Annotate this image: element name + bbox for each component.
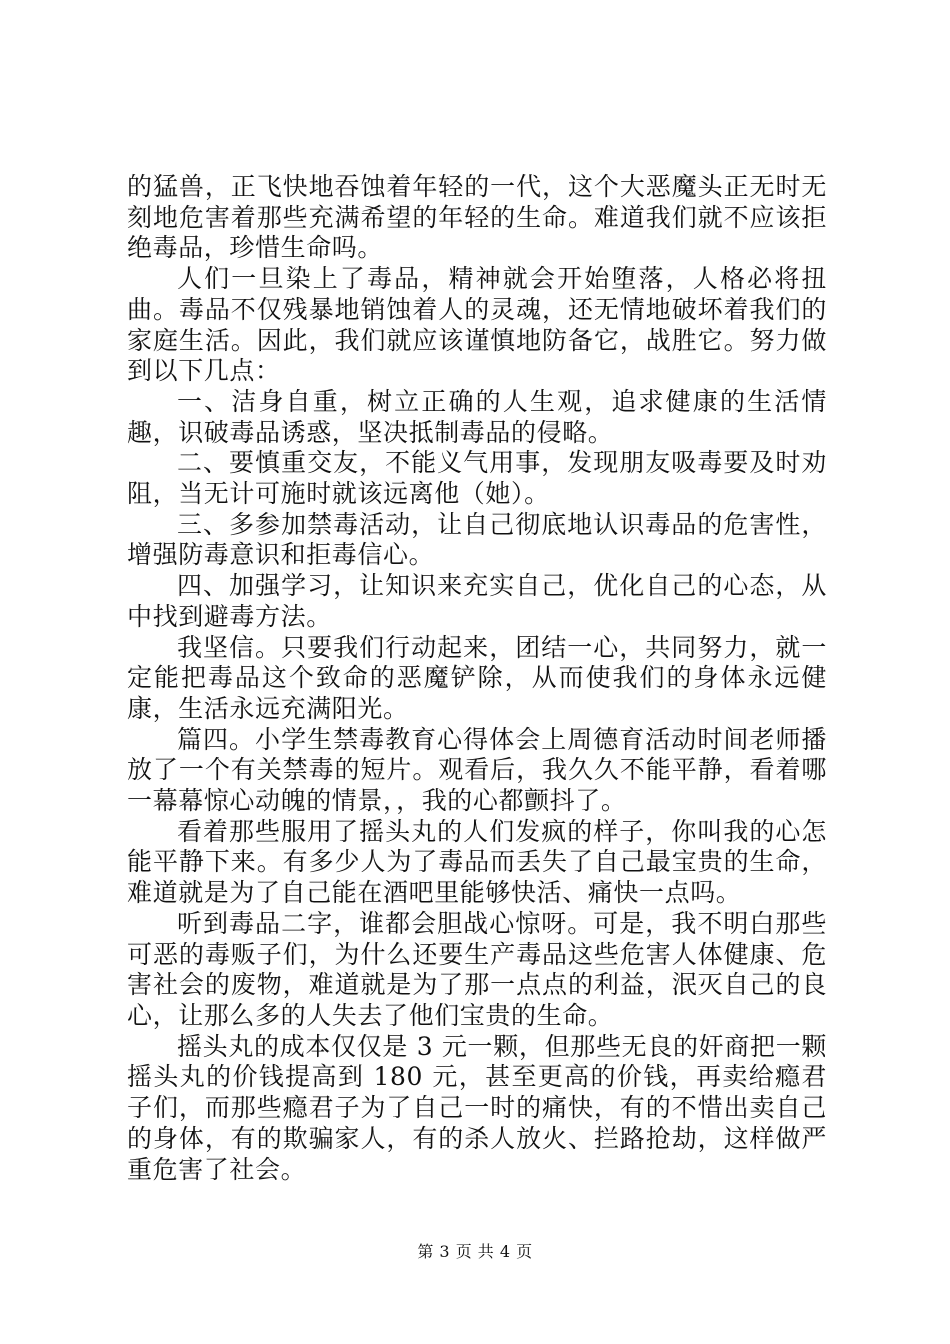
paragraph-1: 的猛兽，正飞快地吞蚀着年轻的一代，这个大恶魔头正无时无刻地危害着那些充满希望的年轻的生命。难道我们就不应该拒绝毒品，珍惜生命吗。 [127,172,827,263]
paragraph-4: 二、要慎重交友，不能义气用事，发现朋友吸毒要及时劝阻，当无计可施时就该远离他（她）。 [127,448,827,509]
paragraph-7: 我坚信。只要我们行动起来，团结一心，共同努力，就一定能把毒品这个致命的恶魔铲除，从而使我们的身体永远健康，生活永远充满阳光。 [127,632,827,723]
paragraph-10: 听到毒品二字，谁都会胆战心惊呀。可是，我不明白那些可恶的毒贩子们，为什么还要生产毒品这些危害人体健康、危害社会的废物，难道就是为了那一点点的利益，泯灭自己的良心，让那么多的人失去了他们宝贵的生命。 [127,908,827,1030]
document-body [127,172,827,1185]
paragraph-9: 看着那些服用了摇头丸的人们发疯的样子，你叫我的心怎能平静下来。有多少人为了毒品而丢失了自己最宝贵的生命，难道就是为了自己能在酒吧里能够快活、痛快一点吗。 [127,816,827,908]
page-number: 第 3 页 共 4 页 [417,1242,533,1261]
paragraph-2: 人们一旦染上了毒品，精神就会开始堕落，人格必将扭曲。毒品不仅残暴地销蚀着人的灵魂，还无情地破坏着我们的家庭生活。因此，我们就应该谨慎地防备它，战胜它。努力做到以下几点： [127,264,827,386]
paragraph-5: 三、多参加禁毒活动，让自己彻底地认识毒品的危害性，增强防毒意识和拒毒信心。 [127,509,827,570]
paragraph-6: 四、加强学习，让知识来充实自己，优化自己的心态，从中找到避毒方法。 [127,571,827,631]
paragraph-3: 一、洁身自重，树立正确的人生观，追求健康的生活情趣，识破毒品诱惑，坚决抵制毒品的侵略。 [127,386,827,447]
paragraph-11: 摇头丸的成本仅仅是 3 元一颗，但那些无良的奸商把一颗摇头丸的价钱提高到 180 元，甚至更高的价钱，再卖给瘾君子们，而那些瘾君子为了自己一时的痛快，有的不惜出卖自己的身体，有的欺骗家人，有的杀人放火、拦路抢劫，这样做严重危害了社会。 [127,1031,827,1184]
paragraph-8: 篇四。小学生禁毒教育心得体会上周德育活动时间老师播放了一个有关禁毒的短片。观看后，我久久不能平静，看着哪一幕幕惊心动魄的情景，，我的心都颤抖了。 [127,724,827,816]
